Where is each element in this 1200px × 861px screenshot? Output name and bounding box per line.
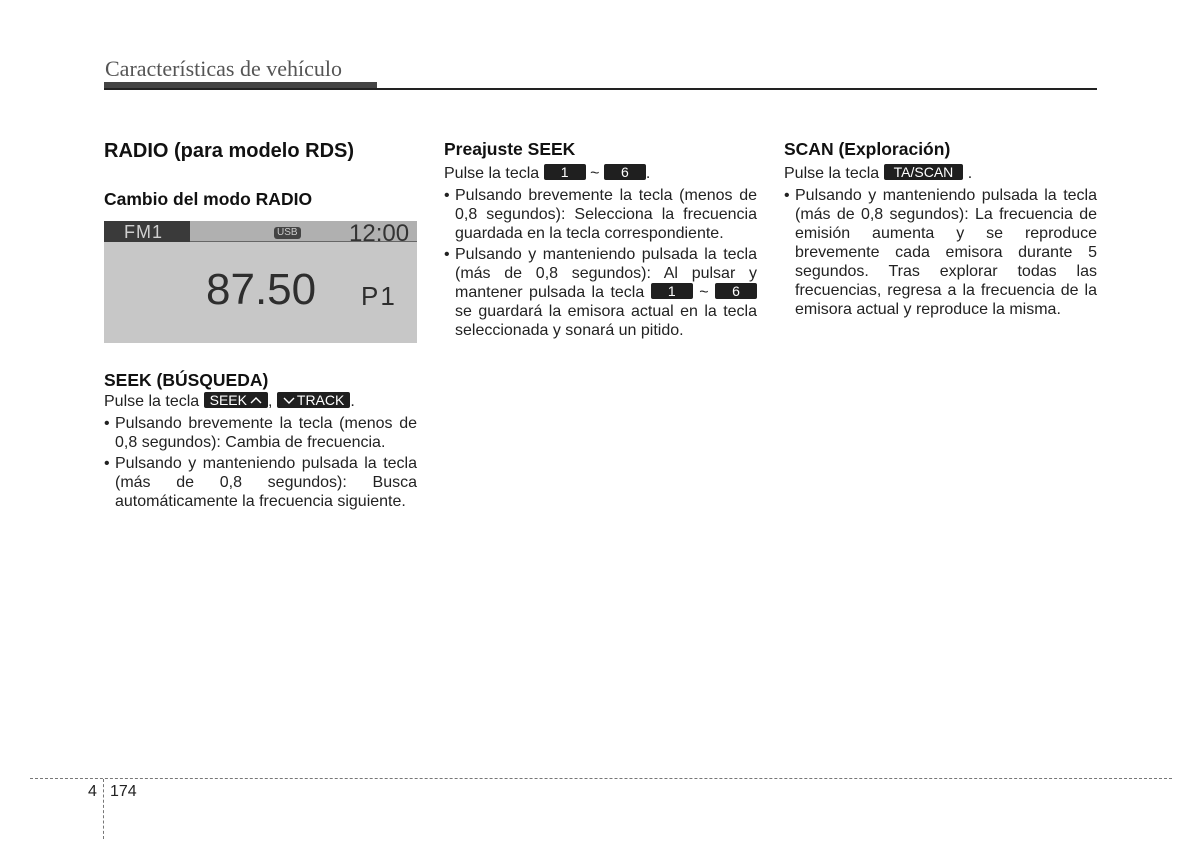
seek-up-key xyxy=(204,392,268,408)
bullet-glyph: • xyxy=(784,187,790,204)
track-down-key xyxy=(277,392,350,408)
bullet-glyph: • xyxy=(104,455,110,472)
range-separator: ~ xyxy=(590,165,600,182)
display-frequency: 87.50 xyxy=(206,265,317,314)
subheading-preset-seek: Preajuste SEEK xyxy=(444,139,576,159)
preset-key-6: 6 xyxy=(715,283,757,299)
seek-intro-suffix: . xyxy=(350,393,355,410)
seek-intro-prefix: Pulse la tecla xyxy=(104,393,200,410)
scan-intro: Pulse la tecla TA/SCAN . xyxy=(784,164,973,182)
list-item: • Pulsando y manteniendo pulsada la tecla (más de 0,8 segundos): Al pulsar y mantener pulsada la tecla 1 ~ 6 se guardará la emisora actual en la tecla seleccionada y sonará un pitido. xyxy=(444,246,757,339)
chevron-up-icon xyxy=(250,396,262,405)
preset-key-1: 1 xyxy=(544,164,586,180)
page-number: 174 xyxy=(110,783,137,800)
subheading-mode: Cambio del modo RADIO xyxy=(104,189,313,209)
preset-key-6: 6 xyxy=(604,164,646,180)
seek-intro xyxy=(104,392,355,411)
seek-bullet-list xyxy=(104,414,417,513)
band-indicator xyxy=(104,221,190,242)
preset-intro: Pulse la tecla 1 ~ 6 . xyxy=(444,164,651,182)
preset-bullet-list xyxy=(444,186,757,342)
footer-rule xyxy=(30,778,1172,779)
display-clock: 12:00 xyxy=(349,221,410,247)
ta-scan-key: TA/SCAN xyxy=(884,164,964,180)
usb-badge: USB xyxy=(274,227,301,239)
list-item: • Pulsando y manteniendo pulsada la tecla (más de 0,8 segundos): Busca automáticamente la frecuencia siguiente. xyxy=(104,455,417,510)
seek-key-label: SEEK xyxy=(209,392,247,408)
chapter-title: Características de vehículo xyxy=(105,56,343,81)
radio-display xyxy=(104,221,417,343)
display-preset: P1 xyxy=(361,281,397,311)
list-item: • Pulsando brevemente la tecla (menos de 0,8 segundos): Selecciona la frecuencia guardada en la tecla correspondiente. xyxy=(444,187,757,242)
subheading-seek: SEEK (BÚSQUEDA) xyxy=(104,370,269,390)
section-heading-radio: RADIO (para modelo RDS) xyxy=(104,140,355,162)
chapter-number: 4 xyxy=(88,783,97,800)
header-rule xyxy=(104,88,1097,90)
track-key-label: TRACK xyxy=(296,392,345,408)
band-label: FM1 xyxy=(124,222,163,242)
bullet-glyph: • xyxy=(444,246,450,263)
bullet-glyph: • xyxy=(104,415,110,432)
footer-divider xyxy=(103,779,104,839)
list-item: • Pulsando y manteniendo pulsada la tecla (más de 0,8 segundos): La frecuencia de emisión aumenta y se reproduce brevemente cada emisora durante 5 segundos. Tras explorar todas las frecuencias, regresa a la frecuencia de la emisora actual y reproduce la misma. xyxy=(784,187,1097,318)
seek-separator: , xyxy=(267,393,273,410)
chevron-down-icon xyxy=(283,396,295,405)
list-item: • Pulsando brevemente la tecla (menos de 0,8 segundos): Cambia de frecuencia. xyxy=(104,415,417,451)
subheading-scan: SCAN (Exploración) xyxy=(784,139,951,159)
bullet-glyph: • xyxy=(444,187,450,204)
preset-key-1: 1 xyxy=(651,283,693,299)
scan-bullet-list xyxy=(784,186,1097,321)
